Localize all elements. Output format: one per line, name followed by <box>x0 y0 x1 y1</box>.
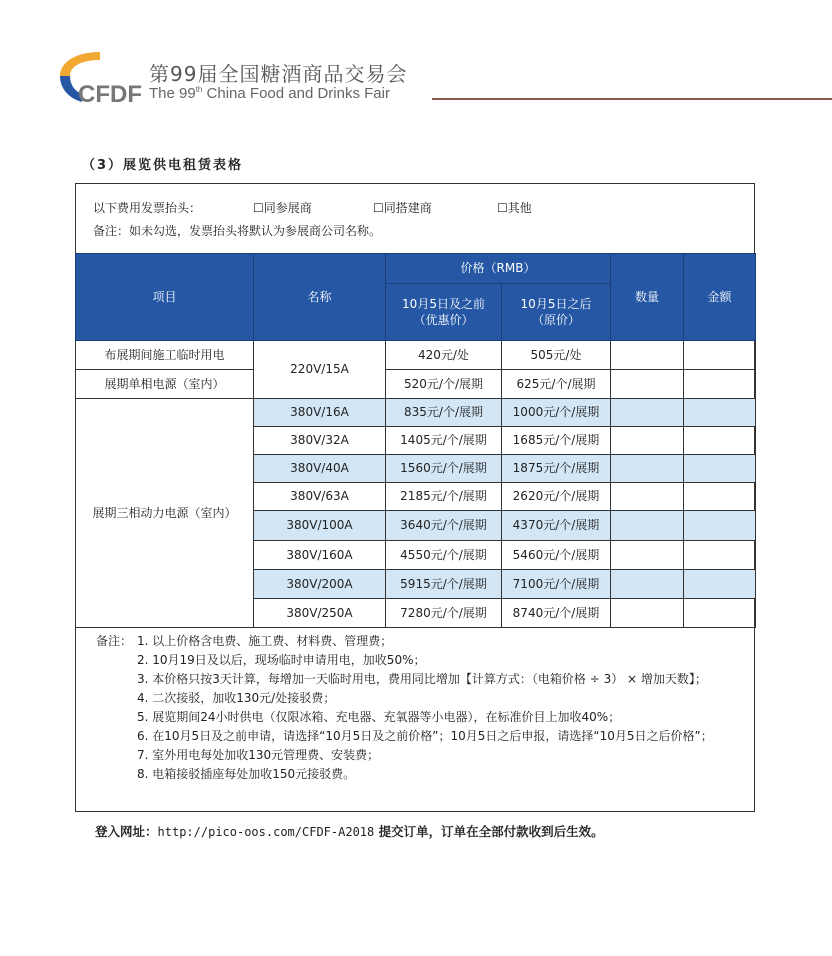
footer-label: 登入网址： <box>95 824 158 839</box>
item-cell: 展期单相电源（室内） <box>76 370 254 399</box>
qty-cell[interactable] <box>611 511 684 541</box>
late-price-cell: 1875元/个/展期 <box>502 455 611 483</box>
invoice-note: 备注：如未勾选，发票抬头将默认为参展商公司名称。 <box>93 224 382 238</box>
early-price-cell: 835元/个/展期 <box>386 399 502 427</box>
fair-title-en <box>149 85 390 102</box>
option-label: 同搭建商 <box>383 201 432 215</box>
checkbox-icon[interactable]: ☐ <box>373 201 384 215</box>
early-price-cell: 420元/处 <box>386 341 502 370</box>
note-item: 8. 电箱接驳插座每处加收150元接驳费。 <box>137 767 356 781</box>
notes-section <box>75 628 755 812</box>
fair-title-cn: 第99届全国糖酒商品交易会 <box>149 62 408 86</box>
qty-cell[interactable] <box>611 399 684 427</box>
item-cell: 展期三相动力电源（室内） <box>76 399 254 628</box>
name-cell: 220V/15A <box>254 341 386 399</box>
late-price-cell: 1685元/个/展期 <box>502 427 611 455</box>
early-label: 10月5日及之前 <box>402 296 485 311</box>
title-en-sup: th <box>195 85 203 94</box>
header-early-price <box>386 284 502 341</box>
late-price-cell: 505元/处 <box>502 341 611 370</box>
name-cell: 380V/160A <box>254 541 386 570</box>
item-cell: 布展期间施工临时用电 <box>76 341 254 370</box>
footer-instruction <box>95 822 604 840</box>
amount-cell[interactable] <box>684 341 756 370</box>
early-price-cell: 3640元/个/展期 <box>386 511 502 541</box>
early-price-cell: 7280元/个/展期 <box>386 599 502 628</box>
table-row <box>76 399 756 427</box>
note-item: 7. 室外用电每处加收130元管理费、安装费； <box>137 748 380 762</box>
name-cell: 380V/32A <box>254 427 386 455</box>
table-row <box>76 370 756 399</box>
note-item: 3. 本价格只按3天计算，每增加一天临时用电，费用同比增加【计算方式：（电箱价格 ÷ 3） × 增加天数】； <box>137 672 707 686</box>
note-item: 1. 以上价格含电费、施工费、材料费、管理费； <box>137 634 393 648</box>
header-item: 项目 <box>76 254 254 341</box>
invoice-option-builder[interactable] <box>373 199 497 216</box>
amount-cell[interactable] <box>684 455 756 483</box>
amount-cell[interactable] <box>684 511 756 541</box>
notes-label: 备注： <box>96 634 133 648</box>
invoice-option-exhibitor[interactable] <box>253 199 373 216</box>
amount-cell[interactable] <box>684 570 756 599</box>
early-price-cell: 4550元/个/展期 <box>386 541 502 570</box>
section-title: （3）展览供电租赁表格 <box>82 158 244 173</box>
amount-cell[interactable] <box>684 427 756 455</box>
name-cell: 380V/100A <box>254 511 386 541</box>
note-item: 4. 二次接驳，加收130元/处接驳费； <box>137 691 336 705</box>
qty-cell[interactable] <box>611 570 684 599</box>
qty-cell[interactable] <box>611 541 684 570</box>
option-label: 其他 <box>507 201 532 215</box>
header-amount: 金额 <box>684 254 756 341</box>
late-sub: （原价） <box>531 313 580 327</box>
header-qty: 数量 <box>611 254 684 341</box>
header-price: 价格（RMB） <box>386 254 611 284</box>
early-price-cell: 1405元/个/展期 <box>386 427 502 455</box>
amount-cell[interactable] <box>684 541 756 570</box>
name-cell: 380V/63A <box>254 483 386 511</box>
late-price-cell: 625元/个/展期 <box>502 370 611 399</box>
late-price-cell: 2620元/个/展期 <box>502 483 611 511</box>
header-divider <box>432 98 832 100</box>
cfdf-logo <box>56 48 146 104</box>
title-en-suffix: China Food and Drinks Fair <box>202 85 390 102</box>
name-cell: 380V/16A <box>254 399 386 427</box>
footer-text: 提交订单，订单在全部付款收到后生效。 <box>374 824 604 839</box>
early-price-cell: 2185元/个/展期 <box>386 483 502 511</box>
early-price-cell: 1560元/个/展期 <box>386 455 502 483</box>
note-item: 5. 展览期间24小时供电（仅限冰箱、充电器、充氧器等小电器），在标准价目上加收40%； <box>137 710 621 724</box>
checkbox-icon[interactable]: ☐ <box>253 201 264 215</box>
name-cell: 380V/40A <box>254 455 386 483</box>
late-price-cell: 7100元/个/展期 <box>502 570 611 599</box>
note-item: 2. 10月19日及以后，现场临时申请用电，加收50%； <box>137 653 426 667</box>
note-item: 6. 在10月5日及之前申请，请选择“10月5日及之前价格”；10月5日之后申报，请选择“10月5日之后价格”； <box>137 729 713 743</box>
amount-cell[interactable] <box>684 399 756 427</box>
late-price-cell: 1000元/个/展期 <box>502 399 611 427</box>
notes-list <box>137 632 740 784</box>
option-label: 同参展商 <box>263 201 312 215</box>
logo-text: CFDF <box>78 81 142 104</box>
header-name: 名称 <box>254 254 386 341</box>
name-cell: 380V/250A <box>254 599 386 628</box>
qty-cell[interactable] <box>611 341 684 370</box>
late-label: 10月5日之后 <box>520 296 592 311</box>
power-rental-table <box>75 253 756 628</box>
early-price-cell: 520元/个/展期 <box>386 370 502 399</box>
qty-cell[interactable] <box>611 599 684 628</box>
amount-cell[interactable] <box>684 370 756 399</box>
qty-cell[interactable] <box>611 455 684 483</box>
early-sub: （优惠价） <box>413 313 474 327</box>
invoice-title-row <box>93 199 532 216</box>
late-price-cell: 5460元/个/展期 <box>502 541 611 570</box>
invoice-label: 以下费用发票抬头： <box>93 201 202 215</box>
amount-cell[interactable] <box>684 483 756 511</box>
qty-cell[interactable] <box>611 427 684 455</box>
qty-cell[interactable] <box>611 370 684 399</box>
title-en-prefix: The 99 <box>149 85 196 102</box>
invoice-option-other[interactable] <box>497 199 532 216</box>
header-late-price <box>502 284 611 341</box>
qty-cell[interactable] <box>611 483 684 511</box>
early-price-cell: 5915元/个/展期 <box>386 570 502 599</box>
late-price-cell: 4370元/个/展期 <box>502 511 611 541</box>
order-url-link[interactable]: http://pico-oos.com/CFDF-A2018 <box>157 825 375 839</box>
amount-cell[interactable] <box>684 599 756 628</box>
late-price-cell: 8740元/个/展期 <box>502 599 611 628</box>
name-cell: 380V/200A <box>254 570 386 599</box>
table-row <box>76 341 756 370</box>
checkbox-icon[interactable]: ☐ <box>497 201 508 215</box>
